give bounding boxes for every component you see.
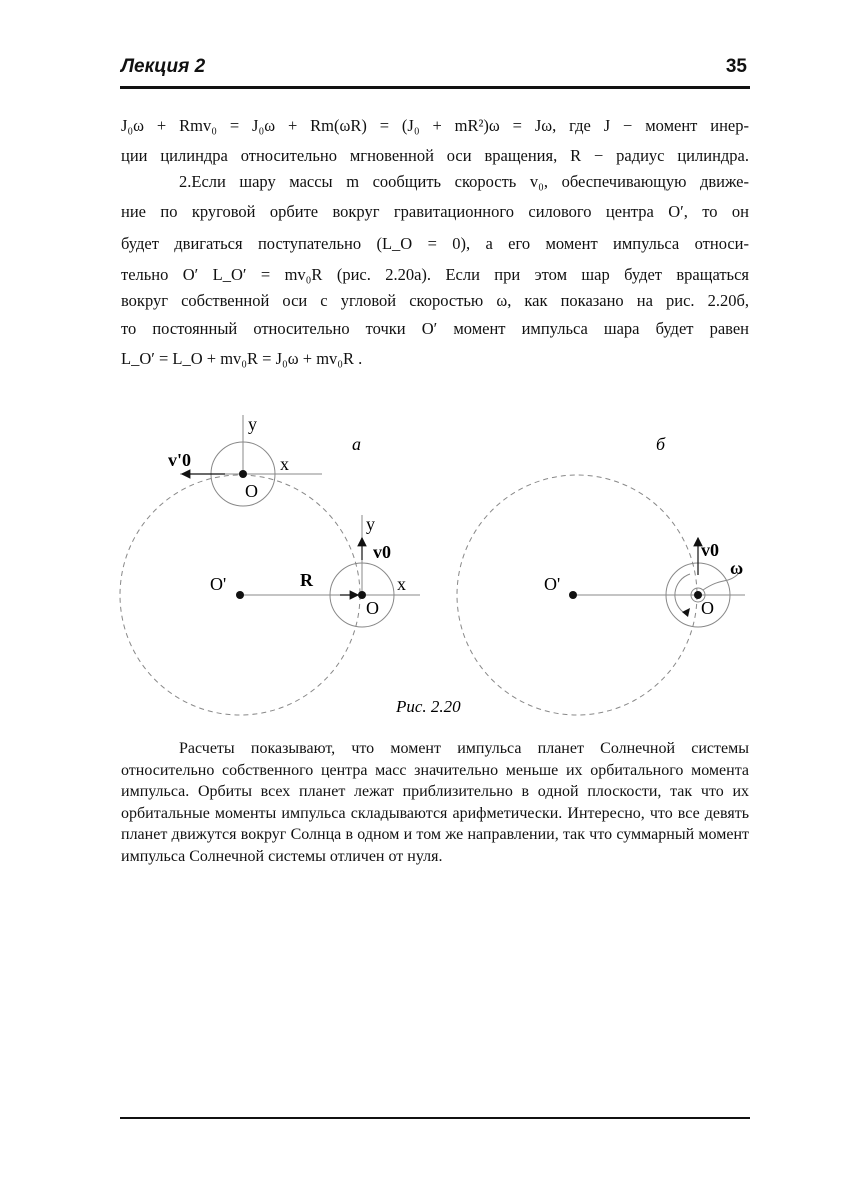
figure-caption: Рис. 2.20 [396, 697, 461, 716]
omega-label: ω [730, 558, 744, 578]
point-label-O-prime: O' [544, 574, 561, 594]
velocity-label-v0: v0 [701, 540, 719, 560]
point-label-O: O [245, 481, 258, 501]
axis-label-x: x [397, 574, 406, 594]
velocity-label-v0: v0 [373, 542, 391, 562]
running-header-title: Лекция 2 [121, 56, 206, 77]
text-line: то постоянный относительно точки O′ момент импульса шара будет равен [121, 319, 749, 338]
velocity-label-v0-prime: v'0 [168, 450, 192, 470]
text-line: будет двигаться поступательно (L_O = 0), а его момент импульса относи- [121, 234, 749, 253]
text-line: J₀ω + Rmv₀ = J₀ω + Rm(ωR) = (J₀ + mR²)ω = Jω, где J − момент инер- [121, 116, 749, 135]
radius-label-R: R [300, 570, 313, 590]
text-line: ции цилиндра относительно мгновенной оси вращения, R − радиус цилиндра. [121, 146, 749, 165]
footer-rule [120, 1117, 750, 1119]
subfigure-label-a: а [352, 434, 361, 454]
text-line: L_O′ = L_O + mv₀R = J₀ω + mv₀R . [121, 349, 363, 368]
subfigure-label-b: б [656, 434, 666, 454]
text-line: 2.Если шару массы m сообщить скорость v₀, обеспечивающую движе- [179, 172, 749, 191]
body-paragraph: Расчеты показывают, что момент импульса планет Солнечной системы относительно собственного центра масс значительно меньше их орбитального момента импульса. Орбиты всех планет лежат приблизительно в одной плоскости, так что их орбитальные моменты импульса складываются арифметически. Интересно, что все девять планет движутся вокруг Солнца в одном и том же направлении, так что суммарный момент импульса Солнечной системы отличен от нуля. [121, 740, 749, 865]
text-line: ние по круговой орбите вокруг гравитационного силового центра O′, то он [121, 202, 749, 221]
axis-label-y: y [248, 414, 257, 434]
axis-label-y: y [366, 514, 375, 534]
point-label-O: O [366, 598, 379, 618]
axis-label-x: x [280, 454, 289, 474]
page-number: 35 [725, 56, 747, 77]
point-label-O: O [701, 598, 714, 618]
text-line: тельно O′ L_O′ = mv₀R (рис. 2.20а). Если при этом шар будет вращаться [121, 265, 749, 284]
text-line: вокруг собственной оси с угловой скоростью ω, как показано на рис. 2.20б, [121, 291, 749, 310]
point-label-O-prime: O' [210, 574, 227, 594]
